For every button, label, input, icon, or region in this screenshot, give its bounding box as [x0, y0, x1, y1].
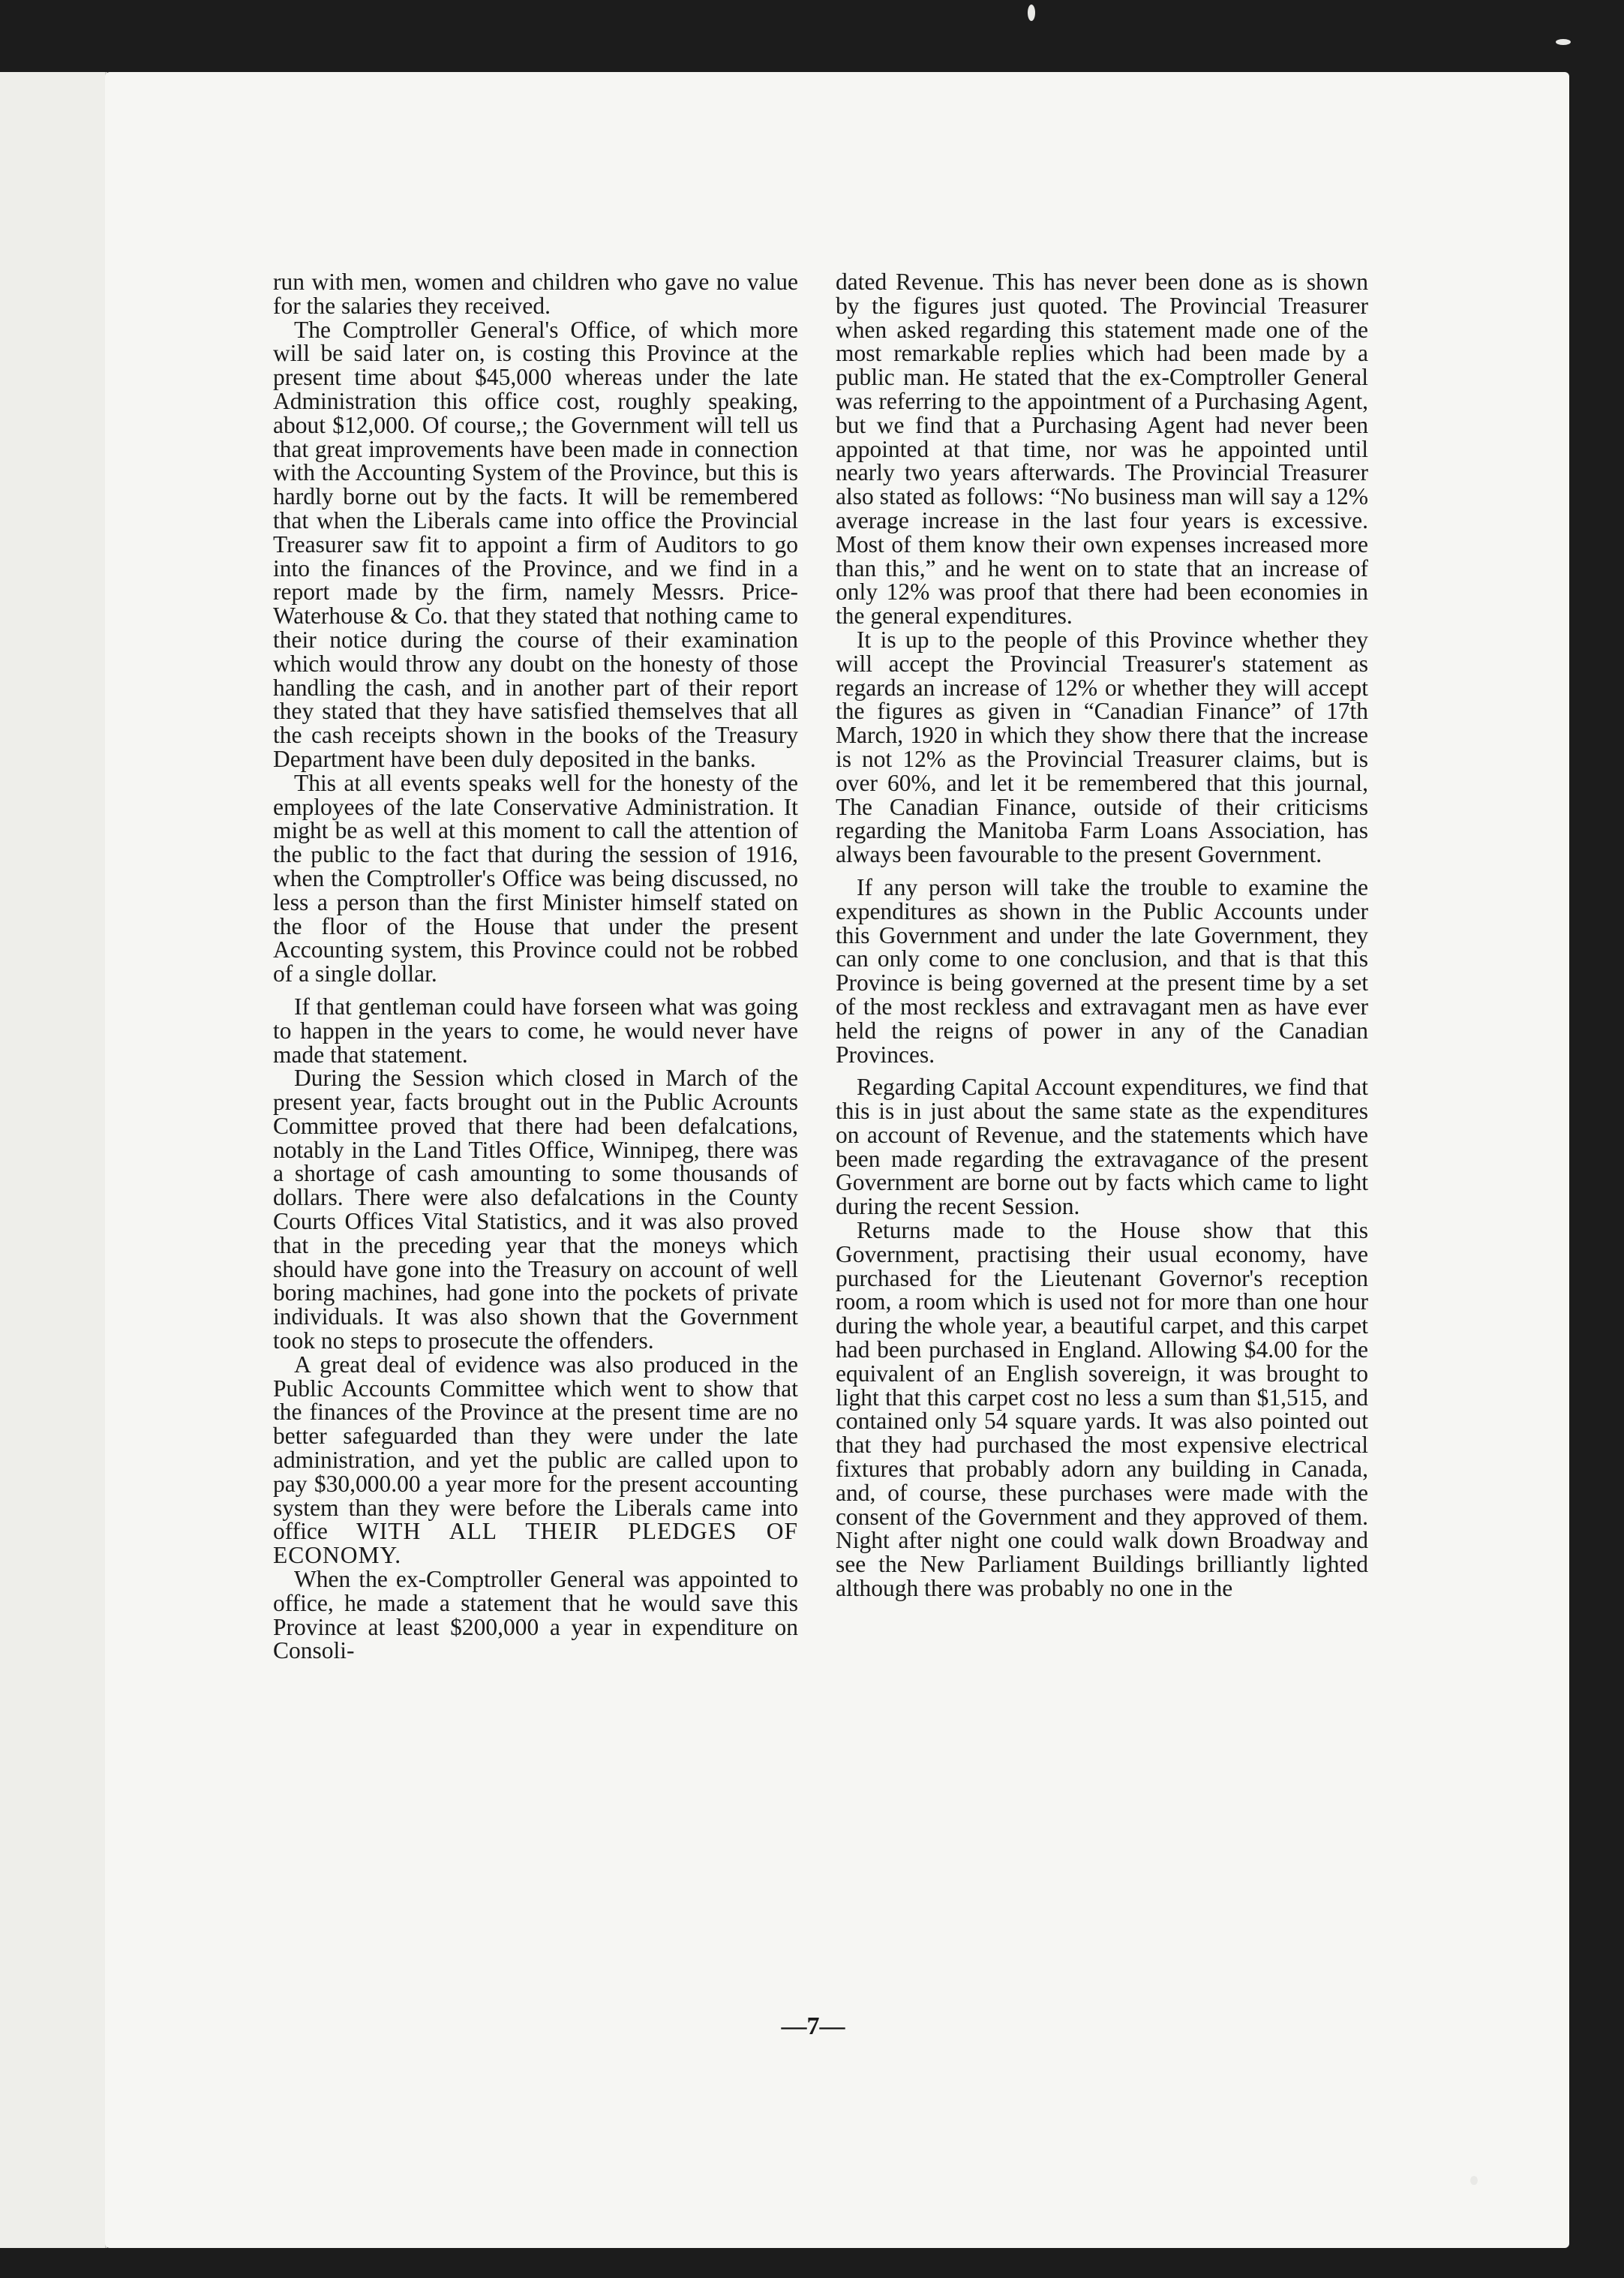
paragraph: It is up to the people of this Province whether they will accept the Provincial Treasurer's statement as regards an increase of 12% or whether they will accept the figures as given in “Canadian Finance” of 17th March, 1920 in which they show there that the increase is not 12% as the Provincial Treasurer claims, but is over 60%, and let it be remembered that this journal, The Canadian Finance, outside of their criticisms regarding the Manitoba Farm Loans Association, has always been favourable to the present Government. [836, 626, 1368, 868]
left-text-column [273, 270, 798, 1663]
right-text-column [836, 270, 1368, 1600]
scan-speck [1028, 5, 1035, 21]
emphasis-caps: WITH ALL THEIR PLEDGES OF ECONOMY. [273, 1518, 798, 1569]
paragraph: This at all events speaks well for the honesty of the employees of the late Conservative Administration. It might be as well at this moment to call the attention of the public to the fact that during the session of 1916, when the Comptroller's Office was being discussed, no less a person than the first Minister himself stated on the floor of the House that under the present Accounting system, this Province could not be robbed of a single dollar. [273, 769, 798, 987]
page-number: —7— [781, 2012, 845, 2040]
binding-gutter [0, 72, 107, 2248]
paragraph [273, 1353, 798, 1567]
paragraph: If any person will take the trouble to examine the expenditures as shown in the Public Accounts under this Government and under the late Government, they can only come to one conclusion, and that is that this Province is being governed at the present time by a set of the most reckless and extravagant men as have ever held the reigns of power in any of the Canadian Provinces. [836, 873, 1368, 1068]
paragraph-text: A great deal of evidence was also produced in the Public Accounts Committee which went to show that the finances of the Province at the present time are no better safeguarded than they were under the late administration, and yet the public are called upon to pay $30,000.00 a year more for the present accounting system than they were before the Liberals came into office [273, 1351, 798, 1545]
paragraph: Regarding Capital Account expenditures, we find that this is in just about the same state as the expenditures on account of Revenue, and the statements which have been made regarding the extravagance of the present Government are borne out by facts which came to light during the recent Session. [836, 1074, 1368, 1220]
paragraph: If that gentleman could have forseen what was going to happen in the years to come, he would never have made that statement. [273, 993, 798, 1068]
paragraph: Returns made to the House show that this Government, practising their usual economy, have purchased for the Lieutenant Governor's reception room, a room which is used not for more than one hour during the whole year, a beautiful carpet, and this carpet had been purchased in England. Allowing $4.00 for the equivalent of an English sovereign, it was brought to light that this carpet cost no less a sum than $1,515, and contained only 54 square yards. It was also pointed out that they had purchased the most expensive electrical fixtures that probably adorn any building in Canada, and, of course, these purchases were made with the consent of the Government and they approved of them. Night after night one could walk down Broadway and see the New Parliament Buildings brilliantly lighted although there was probably no one in the [836, 1217, 1368, 1602]
paragraph: When the ex-Comptroller General was appointed to office, he made a statement that he would save this Province at least $200,000 a year in expenditure on Consoli- [273, 1566, 798, 1664]
paragraph: The Comptroller General's Office, of which more will be said later on, is costing this Province at the present time about $45,000 whereas under the late Administration this office cost, roughly speaking, about $12,000. Of course,; the Government will tell us that great improvements have been made in connection with the Accounting System of the Province, but this is hardly borne out by the facts. It will be remembered that when the Liberals came into office the Provincial Treasurer saw fit to appoint a firm of Auditors to go into the finances of the Province, and we find in a report made by the firm, namely Messrs. Price-Waterhouse & Co. that they stated that nothing came to their notice during the course of their examination which would throw any doubt on the honesty of those handling the cash, and in another part of their report they stated that they have satisfied themselves that all the cash receipts shown in the books of the Treasury Department have been duly deposited in the banks. [273, 316, 798, 772]
paragraph: During the Session which closed in March of the present year, facts brought out in the Public Acrounts Committee proved that there had been defalcations, notably in the Land Titles Office, Winnipeg, there was a shortage of cash amounting to some thousands of dollars. There were also defalcations in the County Courts Offices Vital Statistics, and it was also proved that in the preceding year that the moneys which should have gone into the Treasury on account of well boring machines, had gone into the pockets of private individuals. It was also shown that the Government took no steps to prosecute the offenders. [273, 1065, 798, 1354]
scan-speck [1556, 39, 1571, 45]
paragraph: dated Revenue. This has never been done as is shown by the figures just quoted. The Provincial Treasurer when asked regarding this statement made one of the most remarkable replies which had been made by a public man. He stated that the ex-Comptroller General was referring to the appointment of a Purchasing Agent, but we find that a Purchasing Agent had never been appointed at that time, nor was he appointed until nearly two years afterwards. The Provincial Treasurer also stated as follows: “No business man will say a 12% average increase in the last four years is excessive. Most of them know their own expenses increased more than this,” and he went on to state that an increase of only 12% was proof that there had been economies in the general expenditures. [836, 269, 1368, 630]
scan-speck [1470, 2176, 1478, 2185]
paragraph: run with men, women and children who gave no value for the salaries they received. [273, 269, 798, 319]
